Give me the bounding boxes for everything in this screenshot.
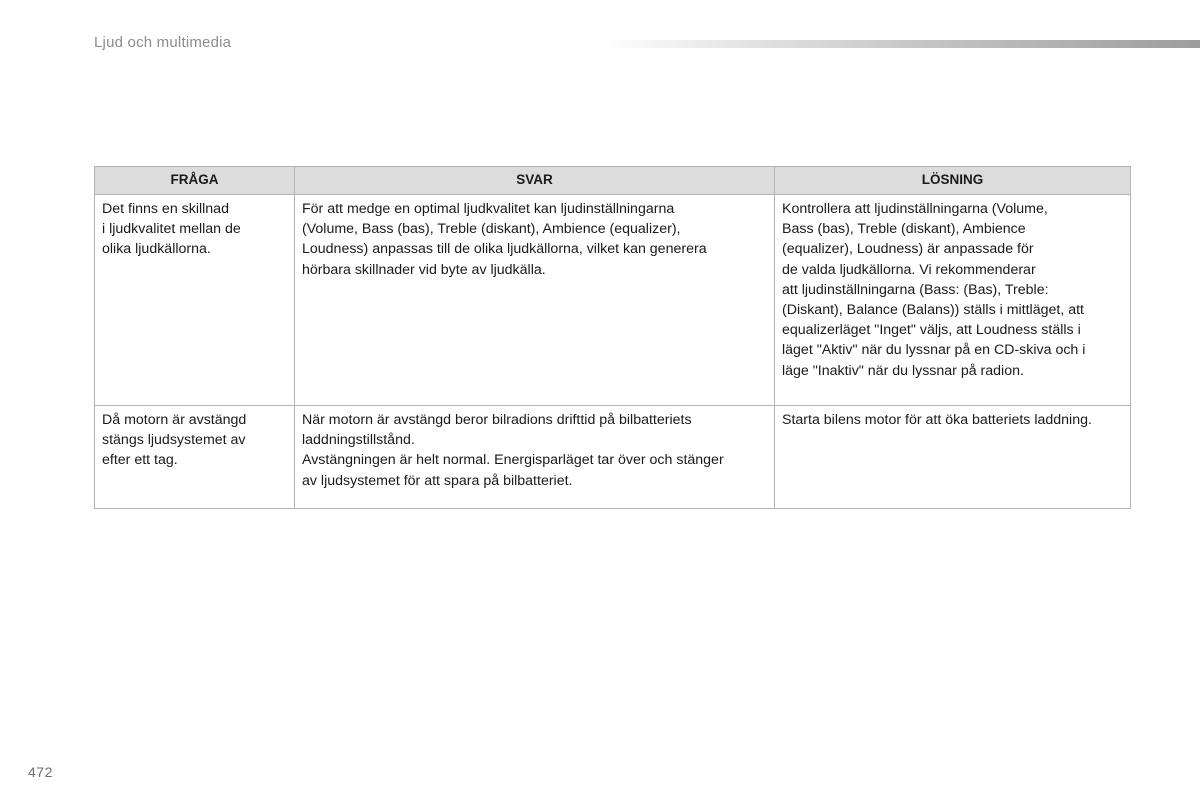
header-gradient-bar — [600, 40, 1200, 48]
answer-cell: När motorn är avstängd beror bilradions drifttid på bilbatteriets laddningstillstånd. Avstängningen är helt normal. Energisparläget tar över och stänger av ljudsystemet för att spara på bilbatteriet. — [295, 406, 775, 509]
troubleshooting-table — [94, 166, 1131, 509]
column-header-solution: LÖSNING — [775, 167, 1131, 195]
table-row — [95, 195, 1131, 406]
table-header — [95, 167, 1131, 195]
column-header-answer: SVAR — [295, 167, 775, 195]
table-body — [95, 195, 1131, 509]
table-row — [95, 406, 1131, 509]
question-cell: Då motorn är avstängd stängs ljudsystemet av efter ett tag. — [95, 406, 295, 509]
table-header-row — [95, 167, 1131, 195]
column-header-question: FRÅGA — [95, 167, 295, 195]
solution-cell: Starta bilens motor för att öka batteriets laddning. — [775, 406, 1131, 509]
answer-cell: För att medge en optimal ljudkvalitet kan ljudinställningarna (Volume, Bass (bas), Treble (diskant), Ambience (equalizer), Loudness) anpassas till de olika ljudkällorna, vilket kan generera hörbara skillnader vid byte av ljudkälla. — [295, 195, 775, 406]
page-number: 472 — [28, 764, 53, 780]
solution-cell: Kontrollera att ljudinställningarna (Volume, Bass (bas), Treble (diskant), Ambience (equalizer), Loudness) är anpassade för de valda ljudkällorna. Vi rekommenderar att ljudinställningarna (Bass: (Bas), Treble: (Diskant), Balance (Balans)) ställs i mittläget, att equalizerläget "Inget" väljs, att Loudness ställs i läget "Aktiv" när du lyssnar på en CD-skiva och i läge "Inaktiv" när du lyssnar på radion. — [775, 195, 1131, 406]
question-cell: Det finns en skillnad i ljudkvalitet mellan de olika ljudkällorna. — [95, 195, 295, 406]
section-title: Ljud och multimedia — [94, 34, 232, 51]
